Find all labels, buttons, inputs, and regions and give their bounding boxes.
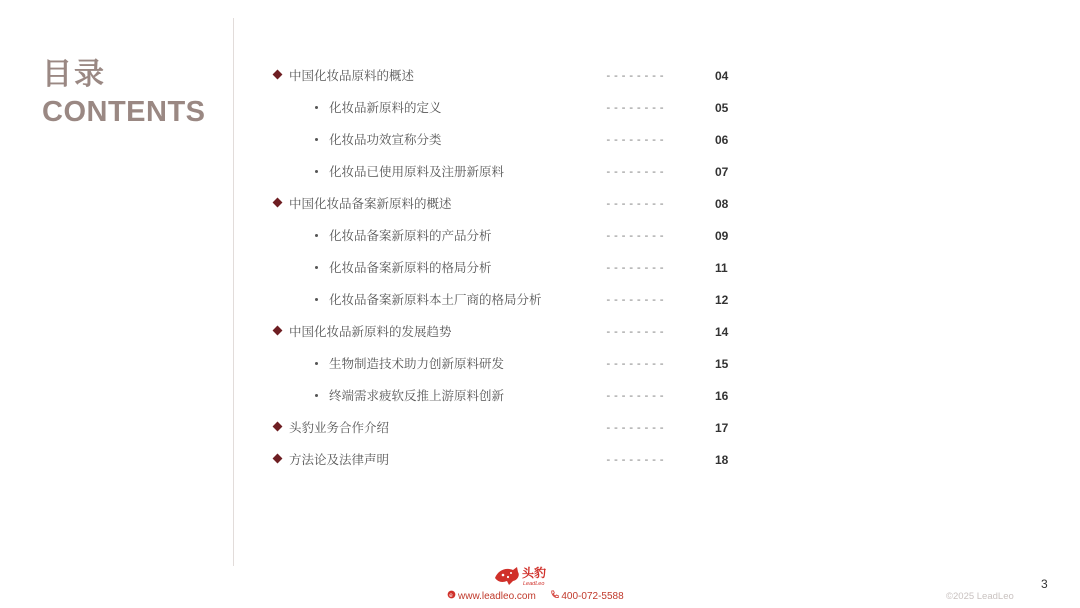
toc-leader-dots: -------- [605,357,666,370]
toc-leader-dots: -------- [605,453,666,466]
divider-line [233,18,234,566]
logo-subtext: LeadLeo [523,581,545,587]
toc-page-number: 06 [715,133,729,147]
toc-leader-dots: -------- [605,197,666,210]
toc-leader-dots: -------- [605,421,666,434]
toc-entry-text: 化妆品新原料的定义 [329,100,442,115]
toc-entry-text: 中国化妆品新原料的发展趋势 [289,324,452,339]
toc-entry-text: 化妆品备案新原料的格局分析 [329,260,492,275]
footer-links [447,590,624,602]
bullet-marker [315,170,318,173]
toc-entry-text: 化妆品功效宣称分类 [329,132,442,147]
toc-page-number: 16 [715,389,729,403]
toc-row[interactable] [272,129,742,161]
toc-list [272,65,742,481]
toc-row[interactable] [272,353,742,385]
toc-page-number: 12 [715,293,729,307]
side-title [42,56,206,130]
toc-leader-dots: -------- [605,101,666,114]
toc-entry-text: 化妆品备案新原料的产品分析 [329,228,492,243]
toc-entry-text: 终端需求疲软反推上游原料创新 [329,388,505,403]
bullet-marker [315,298,318,301]
leadleo-logo [492,562,562,588]
phone-icon [550,590,559,599]
toc-entry-text: 中国化妆品备案新原料的概述 [289,196,452,211]
toc-entry-text: 中国化妆品原料的概述 [289,68,415,83]
toc-row[interactable] [272,449,742,481]
side-title-cn: 目录 [42,57,106,92]
toc-entry-text: 生物制造技术助力创新原料研发 [329,356,505,371]
phone-number[interactable]: 400-072-5588 [561,590,624,602]
svg-text:e: e [449,591,453,599]
bullet-marker [273,422,283,432]
logo-text: 头豹 [522,566,547,580]
toc-row[interactable] [272,417,742,449]
toc-page-number: 07 [715,165,729,179]
toc-row[interactable] [272,65,742,97]
toc-row[interactable] [272,97,742,129]
toc-leader-dots: -------- [605,69,666,82]
toc-entry-text: 头豹业务合作介绍 [289,420,390,435]
toc-page-number: 17 [715,421,729,435]
bullet-marker [315,138,318,141]
toc-row[interactable] [272,257,742,289]
bullet-marker [273,198,283,208]
bullet-marker [273,454,283,464]
toc-leader-dots: -------- [605,261,666,274]
bullet-marker [315,106,318,109]
toc-leader-dots: -------- [605,133,666,146]
leopard-icon [492,562,562,588]
bullet-marker [315,394,318,397]
toc-row[interactable] [272,321,742,353]
web-icon [447,590,456,599]
toc-row[interactable] [272,161,742,193]
toc-entry-text: 方法论及法律声明 [289,452,390,467]
toc-page-number: 04 [715,69,729,83]
bullet-marker [315,234,318,237]
toc-leader-dots: -------- [605,325,666,338]
bullet-marker [315,362,318,365]
toc-page-number: 05 [715,101,729,115]
toc-row[interactable] [272,289,742,321]
toc-page-number: 14 [715,325,729,339]
toc-page-number: 15 [715,357,729,371]
toc-row[interactable] [272,193,742,225]
toc-page-number: 11 [715,261,728,275]
bullet-marker [315,266,318,269]
side-title-en: CONTENTS [42,96,206,128]
toc-leader-dots: -------- [605,165,666,178]
toc-leader-dots: -------- [605,293,666,306]
toc-page-number: 18 [715,453,729,467]
toc-page-number: 09 [715,229,729,243]
bullet-marker [273,326,283,336]
toc-entry-text: 化妆品备案新原料本土厂商的格局分析 [329,292,542,307]
copyright: ©2025 LeadLeo [946,591,1014,602]
toc-leader-dots: -------- [605,229,666,242]
website-link[interactable]: www.leadleo.com [458,590,536,602]
page-number: 3 [1041,577,1048,591]
toc-row[interactable] [272,225,742,257]
toc-entry-text: 化妆品已使用原料及注册新原料 [329,164,505,179]
bullet-marker [273,70,283,80]
toc-leader-dots: -------- [605,389,666,402]
toc-row[interactable] [272,385,742,417]
toc-page-number: 08 [715,197,729,211]
